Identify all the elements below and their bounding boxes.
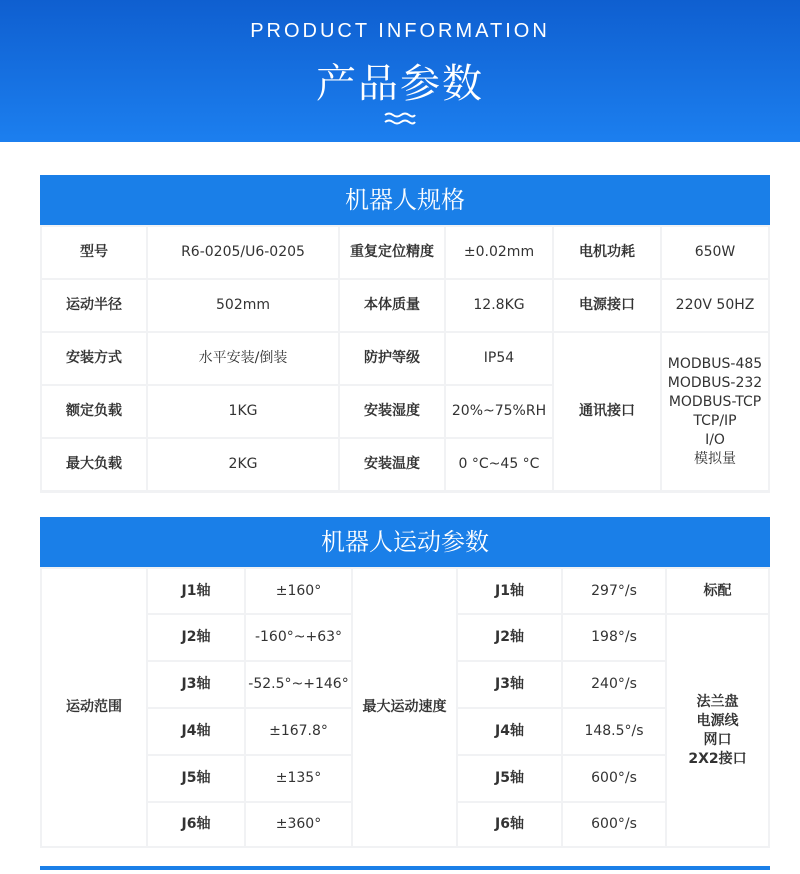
rated-load-value: 1KG [148, 386, 338, 437]
speed-axis-value: 198°/s [563, 615, 665, 660]
rated-load-label: 额定负载 [42, 386, 146, 437]
speed-axis-label: J2轴 [458, 615, 561, 660]
motion-radius-value: 502mm [148, 280, 338, 331]
comm-item: TCP/IP [693, 412, 737, 429]
robot-spec-table [40, 175, 770, 493]
speed-axis-value: 600°/s [563, 803, 665, 846]
model-label: 型号 [42, 227, 146, 278]
protection-level-label: 防护等级 [340, 333, 444, 384]
range-axis-label: J6轴 [148, 803, 244, 846]
install-humidity-value: 20%~75%RH [446, 386, 552, 437]
range-axis-label: J3轴 [148, 662, 244, 707]
max-speed-label: 最大运动速度 [353, 569, 456, 846]
range-axis-label: J4轴 [148, 709, 244, 754]
standard-config-item: 网口 [703, 731, 732, 748]
speed-axis-label: J6轴 [458, 803, 561, 846]
install-temperature-label: 安装温度 [340, 439, 444, 490]
range-axis-value: ±360° [246, 803, 351, 846]
mount-method-label: 安装方式 [42, 333, 146, 384]
power-supply-value: 220V 50HZ [662, 280, 768, 331]
comm-item: 模拟量 [694, 450, 736, 467]
range-axis-label: J2轴 [148, 615, 244, 660]
bottom-divider [40, 866, 770, 870]
header-title-en: PRODUCT INFORMATION [250, 20, 550, 42]
speed-axis-label: J1轴 [458, 569, 561, 613]
max-load-label: 最大负载 [42, 439, 146, 490]
standard-config-list [667, 615, 768, 846]
comm-interface-label: 通讯接口 [554, 333, 660, 490]
speed-axis-value: 240°/s [563, 662, 665, 707]
range-axis-label: J1轴 [148, 569, 244, 613]
comm-item: I/O [705, 431, 725, 448]
robot-spec-title: 机器人规格 [40, 175, 770, 225]
comm-item: MODBUS-TCP [668, 393, 762, 410]
motion-params-title: 机器人运动参数 [40, 517, 770, 567]
protection-level-value: IP54 [446, 333, 552, 384]
comm-item: MODBUS-232 [667, 374, 763, 391]
install-humidity-label: 安装湿度 [340, 386, 444, 437]
range-axis-value: -52.5°~+146° [246, 662, 351, 707]
speed-axis-label: J4轴 [458, 709, 561, 754]
standard-config-item: 2X2接口 [688, 750, 747, 767]
motion-range-label: 运动范围 [42, 569, 146, 846]
motion-radius-label: 运动半径 [42, 280, 146, 331]
range-axis-value: ±167.8° [246, 709, 351, 754]
repeat-accuracy-label: 重复定位精度 [340, 227, 444, 278]
speed-axis-label: J3轴 [458, 662, 561, 707]
speed-axis-label: J5轴 [458, 756, 561, 801]
header-title-cn: 产品参数 [316, 61, 484, 107]
body-mass-value: 12.8KG [446, 280, 552, 331]
motor-power-label: 电机功耗 [554, 227, 660, 278]
power-supply-label: 电源接口 [554, 280, 660, 331]
motion-params-table [40, 517, 770, 848]
mount-method-value: 水平安装/倒装 [148, 333, 338, 384]
standard-config-item: 法兰盘 [696, 693, 739, 710]
header-banner [0, 0, 800, 142]
speed-axis-value: 148.5°/s [563, 709, 665, 754]
speed-axis-value: 297°/s [563, 569, 665, 613]
comm-item: MODBUS-485 [667, 355, 763, 372]
range-axis-label: J5轴 [148, 756, 244, 801]
body-mass-label: 本体质量 [340, 280, 444, 331]
max-load-value: 2KG [148, 439, 338, 490]
install-temperature-value: 0 °C~45 °C [446, 439, 552, 490]
range-axis-value: -160°~+63° [246, 615, 351, 660]
comm-interface-value [662, 333, 768, 490]
range-axis-value: ±135° [246, 756, 351, 801]
model-value: R6-0205/U6-0205 [148, 227, 338, 278]
standard-config-item: 电源线 [696, 712, 739, 729]
range-axis-value: ±160° [246, 569, 351, 613]
motor-power-value: 650W [662, 227, 768, 278]
standard-config-label: 标配 [667, 569, 768, 613]
wave-icon [384, 112, 416, 126]
repeat-accuracy-value: ±0.02mm [446, 227, 552, 278]
speed-axis-value: 600°/s [563, 756, 665, 801]
